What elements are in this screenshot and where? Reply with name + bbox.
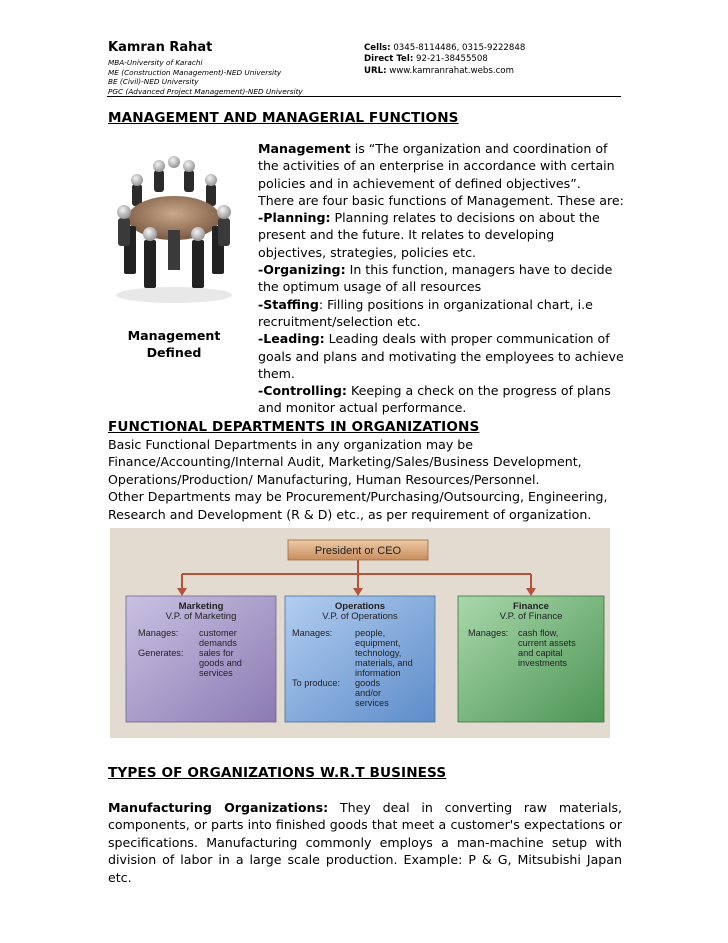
author-name: Kamran Rahat bbox=[108, 40, 213, 55]
direct-tel-value: 92-21-38455508 bbox=[416, 54, 488, 65]
function-label: -Organizing: bbox=[258, 262, 346, 278]
url-link[interactable]: www.kamranrahat.webs.com bbox=[389, 65, 514, 76]
function-label: -Planning: bbox=[258, 210, 331, 226]
definition-paragraph bbox=[258, 140, 626, 192]
dept-line-value: materials, and bbox=[355, 658, 413, 668]
credential-line: ME (Construction Management)-NED University bbox=[108, 67, 282, 77]
dept-line-value: sales for bbox=[199, 648, 234, 658]
dept-line-value: demands bbox=[199, 638, 237, 648]
dept-line-label: Manages: bbox=[138, 628, 179, 638]
dept-line-value: current assets bbox=[518, 638, 576, 648]
departments-paragraph-2: Other Departments may be Procurement/Purchasing/Outsourcing, Engineering, Research and Development (R & D) etc., as per requirement of organization. bbox=[108, 489, 608, 522]
dept-line-value: people, bbox=[355, 628, 386, 638]
dept-name: Operations bbox=[334, 601, 386, 612]
dept-line-value: services bbox=[199, 668, 233, 678]
url-label: URL: bbox=[364, 65, 387, 76]
credential-line: PGC (Advanced Project Management)-NED University bbox=[108, 86, 303, 96]
dept-line-value: technology, bbox=[355, 648, 402, 658]
function-label: -Leading: bbox=[258, 331, 325, 347]
function-staffing bbox=[258, 296, 626, 331]
dept-line-value: and capital bbox=[518, 648, 563, 658]
image-caption bbox=[122, 327, 226, 361]
section-title-types-of-organizations: TYPES OF ORGANIZATIONS W.R.T BUSINESS bbox=[108, 765, 447, 781]
function-leading bbox=[258, 330, 626, 382]
function-text: : Filling positions in organizational chart, i.e recruitment/selection etc. bbox=[258, 296, 593, 329]
credential-line: BE (Civil)-NED University bbox=[108, 77, 199, 87]
function-text: In this function, managers have to decide the optimum usage of all resources bbox=[258, 262, 613, 295]
manufacturing-text bbox=[108, 799, 622, 886]
dept-line-value: investments bbox=[518, 658, 568, 668]
author-credentials bbox=[108, 58, 303, 96]
departments-paragraph-1: Basic Functional Departments in any organization may be Finance/Accounting/Internal Audit, Marketing/Sales/Business Development, Operations/Production/ Manufacturing, Human Resources/Personnel. bbox=[108, 437, 582, 487]
caption-line: Defined bbox=[146, 345, 202, 360]
function-planning bbox=[258, 209, 626, 261]
function-text: Keeping a check on the progress of plans and monitor actual performance. bbox=[258, 383, 611, 416]
caption-line: Management bbox=[127, 328, 221, 343]
dept-vp: V.P. of Finance bbox=[499, 611, 563, 622]
function-label: -Staffing bbox=[258, 296, 319, 312]
function-organizing bbox=[258, 261, 626, 296]
dept-vp: V.P. of Operations bbox=[322, 611, 398, 622]
dept-line-value: services bbox=[355, 698, 389, 708]
ceo-label: President or CEO bbox=[314, 545, 402, 557]
section-title-functional-departments: FUNCTIONAL DEPARTMENTS IN ORGANIZATIONS bbox=[108, 419, 480, 435]
dept-line-value: and/or bbox=[355, 688, 382, 698]
definition-text: is “The organization and coordination of the activities of an enterprise in accordance with certain policies and in achievement of defined objectives”. bbox=[258, 141, 615, 191]
dept-name: Marketing bbox=[178, 601, 224, 612]
dept-line-label: Generates: bbox=[138, 648, 184, 658]
function-controlling bbox=[258, 382, 626, 417]
dept-line-label: Manages: bbox=[292, 628, 333, 638]
dept-vp: V.P. of Marketing bbox=[165, 611, 237, 622]
org-connectors bbox=[182, 556, 531, 590]
departments-text bbox=[108, 436, 622, 523]
dept-line-value: goods and bbox=[199, 658, 242, 668]
direct-tel-label: Direct Tel: bbox=[364, 54, 414, 65]
header-divider bbox=[107, 96, 621, 97]
dept-line-label: To produce: bbox=[292, 678, 341, 688]
manufacturing-description: They deal in converting raw materials, components, or parts into finished goods that meet a customer's expectations or specifications. Manufacturing commonly employs a man-machine setup with division of labor in a large scale production. Example: P & G, Mitsubishi Japan etc. bbox=[108, 800, 623, 885]
dept-line-value: goods bbox=[355, 678, 381, 688]
manufacturing-paragraph bbox=[108, 799, 622, 886]
dept-line-value: customer bbox=[199, 628, 237, 638]
management-definition bbox=[258, 140, 626, 417]
dept-line-value: equipment, bbox=[355, 638, 401, 648]
contact-info bbox=[364, 43, 525, 77]
function-text: Leading deals with proper communication of goals and plans and motivating the employees to achieve them. bbox=[258, 331, 624, 381]
cells-label: Cells: bbox=[364, 43, 391, 53]
round-table-meeting-image bbox=[110, 140, 238, 308]
section-title-management: MANAGEMENT AND MANAGERIAL FUNCTIONS bbox=[108, 110, 459, 126]
function-label: -Controlling: bbox=[258, 383, 347, 399]
dept-line-label: Manages: bbox=[468, 628, 509, 638]
dept-line-value: information bbox=[355, 668, 401, 678]
dept-line-value: cash flow, bbox=[518, 628, 559, 638]
term-management: Management bbox=[258, 141, 351, 156]
credential-line: MBA-University of Karachi bbox=[108, 58, 203, 67]
org-chart bbox=[110, 528, 610, 738]
cells-value: 0345-8114486, 0315-9222848 bbox=[393, 43, 526, 53]
functions-intro: There are four basic functions of Management. These are: bbox=[258, 192, 624, 208]
function-text: Planning relates to decisions on about the present and the future. It relates to developing objectives, strategies, policies etc. bbox=[258, 210, 600, 260]
dept-name: Finance bbox=[513, 601, 549, 612]
manufacturing-term: Manufacturing Organizations: bbox=[108, 800, 329, 815]
